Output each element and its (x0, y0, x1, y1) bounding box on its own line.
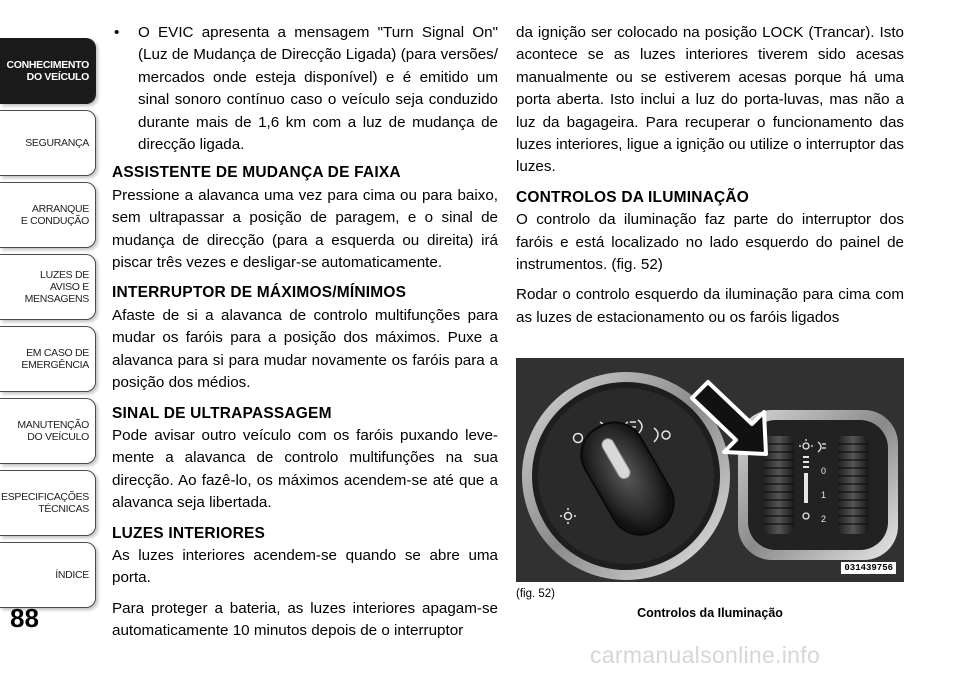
tab-label: ÍNDICE (55, 569, 89, 581)
page-number: 88 (10, 603, 39, 633)
bullet-item (112, 22, 498, 156)
tab-conhecimento-do-veiculo[interactable] (0, 38, 96, 104)
figure-caption: Controlos da Iluminação (637, 606, 783, 620)
figure-code: 031439756 (841, 562, 896, 574)
headlamp-switch-photo (516, 358, 904, 582)
dimmer-digit: 2 (821, 514, 827, 524)
tab-label: EM CASO DE EMERGÊNCIA (21, 347, 89, 371)
tab-label: ARRANQUE E CONDUÇÃO (20, 203, 89, 227)
dimmer-wheel-right (838, 436, 868, 534)
heading-high-beam-switch: INTERRUPTOR DE MÁXIMOS/MÍNIMOS (112, 284, 407, 302)
tab-especificacoes-tecnicas[interactable] (0, 470, 96, 536)
heading-interior-lights: LUZES INTERIORES (112, 524, 266, 542)
tab-arranque-e-conducao[interactable] (0, 182, 96, 248)
watermark: carmanualsonline.info (590, 642, 821, 668)
tab-manutencao[interactable] (0, 398, 96, 464)
tab-label: MANUTENÇÃO DO VEÍCULO (17, 419, 89, 443)
heading-lighting-controls: CONTROLOS DA ILUMINAÇÃO (516, 188, 750, 206)
paragraph-lighting-controls-1: O controlo da iluminação faz parte do interruptor dos faróis e está localizado no lado esquerdo do painel de instrumentos. (fig. 52) (516, 211, 904, 274)
figure-label: (fig. 52) (516, 588, 555, 600)
figure-lighting-controls (516, 358, 904, 582)
paragraph-interior-lights-1: As luzes interiores acendem-se quando se abre uma porta. (112, 546, 498, 587)
left-column (112, 22, 498, 651)
heading-flash-to-pass: SINAL DE ULTRAPASSAGEM (112, 404, 332, 422)
paragraph-lighting-controls-2: Rodar o controlo esquerdo da iluminação para cima com as luzes de estacionamento ou os faróis ligados (516, 286, 904, 326)
bullet-text: O EVIC apresenta a mensagem "Turn Signal On" (Luz de Mudança de Direcção Ligada) (para versões/ mercados onde esteja disponível) e é emitido um sinal sonoro contínuo caso o veículo seja conduzido durante mais de 1,6 km com a luz de mudança de direcção ligada. (138, 24, 498, 154)
paragraph-interior-lights-cont: da ignição ser colocado na posição LOCK (Trancar). Isto acontece se as luzes interiores tiverem sido acesas manualmente ou se estiverem acesas porque há uma porta aberta. Isto inclui a luz do porta-luvas, mas não a luz da bagageira. Para recuperar o funcionamento das luzes interiores, ligue a ignição ou utilize o interruptor das luzes. (516, 24, 904, 176)
tab-label: SEGURANÇA (25, 137, 89, 149)
tab-seguranca[interactable] (0, 110, 96, 176)
right-column (516, 22, 904, 337)
tab-label: ESPECIFICAÇÕES TÉCNICAS (1, 491, 89, 515)
dimmer-digit: 0 (821, 466, 827, 476)
heading-lane-change-assist: ASSISTENTE DE MUDANÇA DE FAIXA (112, 164, 401, 182)
dimmer-wheel-left (764, 436, 794, 534)
bullet-mark: • (114, 24, 120, 41)
dimmer-digit: 1 (821, 490, 827, 500)
tab-luzes-de-aviso[interactable] (0, 254, 96, 320)
paragraph-high-beam-switch: Afaste de si a alavanca de controlo multifunções para mudar os faróis para a posição dos máximos. Puxe a alavanca para si para mudar novamente os faróis para a posição dos médios. (112, 306, 498, 392)
paragraph-interior-lights-2: Para proteger a bateria, as luzes interiores apagam-se automaticamente 10 minutos depois de o interruptor (112, 599, 498, 640)
tab-label: LUZES DE AVISO E MENSAGENS (24, 269, 89, 305)
tab-indice[interactable] (0, 542, 96, 608)
tab-em-caso-de-emergencia[interactable] (0, 326, 96, 392)
tab-label: CONHECIMENTO DO VEÍCULO (6, 59, 89, 83)
chapter-sidebar (0, 0, 100, 678)
paragraph-flash-to-pass: Pode avisar outro veículo com os faróis puxando leve- mente a alavanca de controlo multifunções na sua direcção. Ao fazê-lo, os máximos acendem-se até que a alavanca seja libertada. (112, 426, 498, 512)
dimmer-digits (821, 466, 826, 524)
paragraph-lane-change-assist: Pressione a alavanca uma vez para cima ou para baixo, sem ultrapassar a posição de paragem, e o sinal de mudança de direcção (para a esquerda ou direita) irá piscar três vezes e desligar-se automaticamente. (112, 186, 498, 272)
